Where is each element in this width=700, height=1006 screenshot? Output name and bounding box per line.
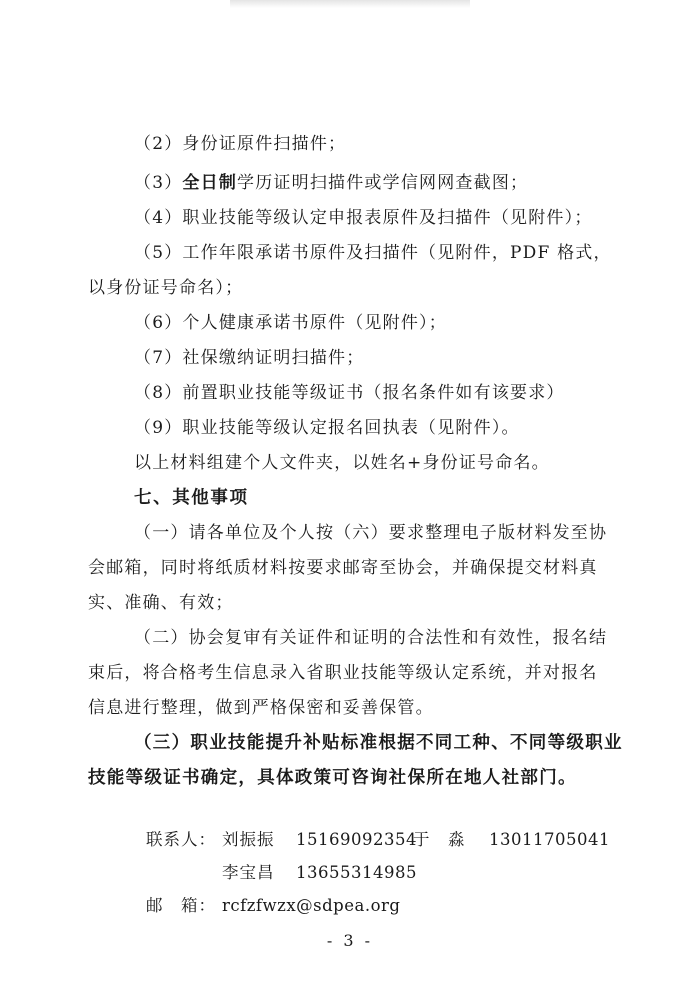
contact-3-phone: 13655314985 — [296, 863, 417, 882]
item-3-line-1: （三）职业技能提升补贴标准根据不同工种、不同等级职业 — [134, 733, 623, 753]
material-item-6: （6）个人健康承诺书原件（见附件）； — [134, 313, 447, 333]
contact-2-name: 于 淼 — [413, 830, 466, 849]
contact-label: 联系人： — [146, 830, 216, 849]
material-item-2: （2）身份证原件扫描件； — [134, 134, 347, 154]
item-1-line-3: 实、准确、有效； — [88, 593, 234, 613]
material-item-5: （5）工作年限承诺书原件及扫描件（见附件，PDF 格式， — [134, 243, 612, 263]
section-7-title: 七、其他事项 — [134, 488, 249, 508]
item-1-line-1: （一）请各单位及个人按（六）要求整理电子版材料发至协 — [134, 523, 608, 543]
materials-summary: 以上材料组建个人文件夹，以姓名+身份证号命名。 — [134, 453, 550, 473]
page-number: - 3 - — [326, 931, 374, 950]
item-2-line-2: 束后，将合格考生信息录入省职业技能等级认定系统，并对报名 — [88, 663, 598, 683]
item-2-line-3: 信息进行整理，做到严格保密和妥善保管。 — [88, 698, 434, 718]
contact-1-name: 刘振振 — [222, 830, 275, 849]
scan-artifact — [230, 0, 470, 8]
material-item-8: （8）前置职业技能等级证书（报名条件如有该要求） — [134, 383, 565, 403]
item-1-line-2: 会邮箱，同时将纸质材料按要求邮寄至协会，并确保提交材料真 — [88, 558, 598, 578]
item-3-line-2: 技能等级证书确定，具体政策可咨询社保所在地人社部门。 — [88, 768, 577, 788]
material-item-5-continued: 以身份证号命名）； — [88, 278, 244, 298]
material-item-3-prefix: （3） — [134, 173, 183, 193]
email-address: rcfzfwzx@sdpea.org — [222, 896, 401, 915]
contact-1-phone: 15169092354 — [296, 830, 417, 849]
material-item-3 — [134, 172, 528, 194]
full-time-emphasis: 全日制 — [182, 173, 238, 193]
material-item-4: （4）职业技能等级认定申报表原件及扫描件（见附件）； — [134, 208, 593, 228]
material-item-3-text: 学历证明扫描件或学信网网查截图； — [237, 173, 529, 193]
email-label: 邮 箱： — [146, 896, 216, 915]
contact-3-name: 李宝昌 — [222, 863, 275, 882]
contact-2-phone: 13011705041 — [489, 830, 610, 849]
material-item-7: （7）社保缴纳证明扫描件； — [134, 348, 365, 368]
material-item-9: （9）职业技能等级认定报名回执表（见附件）。 — [134, 418, 520, 438]
item-2-line-1: （二）协会复审有关证件和证明的合法性和有效性，报名结 — [134, 628, 608, 648]
